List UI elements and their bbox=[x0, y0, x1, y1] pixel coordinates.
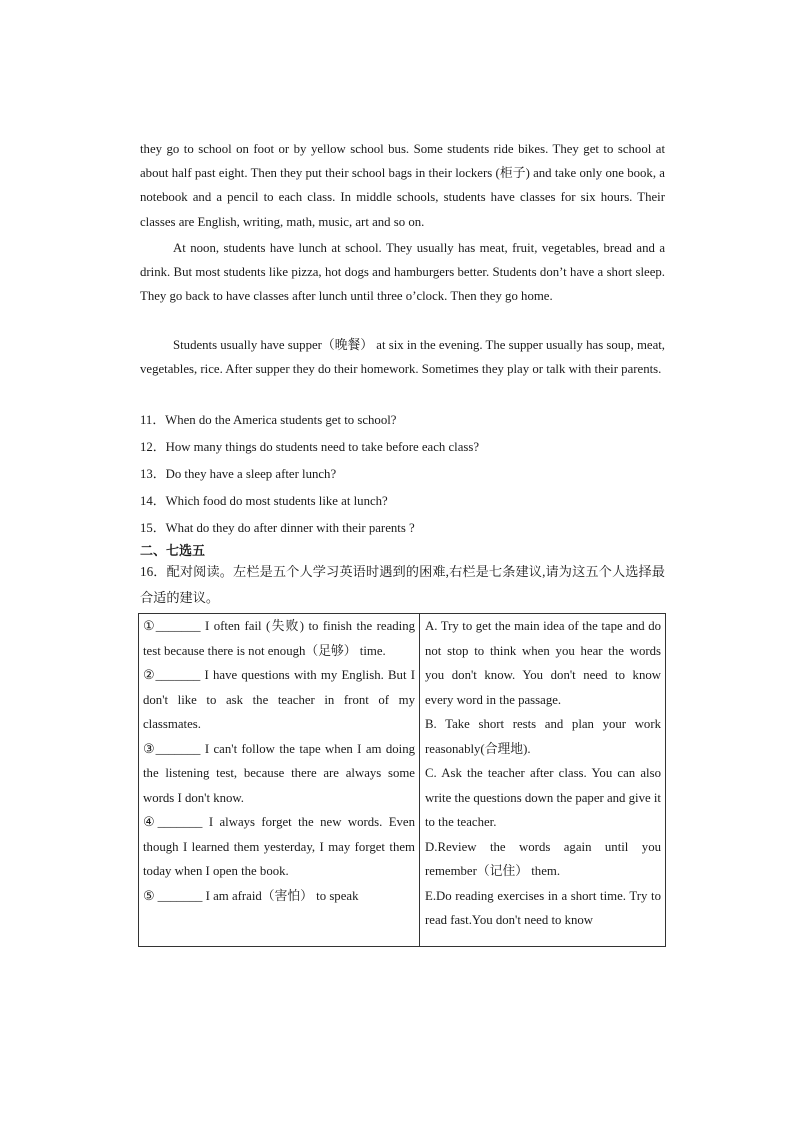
suggestion-e: E.Do reading exercises in a short time. Try to read fast.You don't need to know bbox=[425, 888, 661, 927]
suggestions-column bbox=[425, 614, 661, 933]
question-14: 14．Which food do most students like at lunch? bbox=[140, 494, 388, 508]
question-13: 13．Do they have a sleep after lunch? bbox=[140, 467, 337, 481]
question-12: 12．How many things do students need to take before each class? bbox=[140, 440, 480, 454]
problem-2: ②_______ I have questions with my English. But I don't like to ask the teacher in front of my classmates. bbox=[143, 668, 415, 731]
suggestion-d: D.Review the words again until you remember（记住） them. bbox=[425, 839, 661, 878]
matching-instruction: 16．配对阅读。左栏是五个人学习英语时遇到的困难,右栏是七条建议,请为这五个人选择最合适的建议。 bbox=[140, 564, 665, 605]
passage-paragraph-3: Students usually have supper（晚餐） at six in the evening. The supper usually has soup, meat, vegetables, rice. After supper they do their homework. Sometimes they play or talk with their parents. bbox=[140, 338, 666, 377]
problems-column bbox=[143, 614, 415, 908]
suggestion-c: C. Ask the teacher after class. You can also write the questions down the paper and give it to the teacher. bbox=[425, 766, 661, 829]
matching-table bbox=[138, 613, 666, 947]
suggestion-b: B. Take short rests and plan your work reasonably(合理地). bbox=[425, 717, 661, 756]
question-11: 11．When do the America students get to school? bbox=[140, 413, 397, 427]
section-title: 二、七选五 bbox=[140, 544, 206, 559]
passage-paragraph-2: At noon, students have lunch at school. They usually has meat, fruit, vegetables, bread and a drink. But most students like pizza, hot dogs and hamburgers better. Students don’t have a short sleep. They go back to have classes after lunch until three o’clock. Then they go home. bbox=[140, 241, 665, 304]
table-divider bbox=[419, 614, 420, 946]
question-15: 15．What do they do after dinner with their parents ? bbox=[140, 521, 415, 535]
problem-3: ③_______ I can't follow the tape when I am doing the listening test, because there are always some words I don't know. bbox=[143, 741, 415, 805]
passage-paragraph-1: they go to school on foot or by yellow school bus. Some students ride bikes. They get to school at about half past eight. Then they put their school bags in their lockers (柜子) and take only one book, a notebook and a pencil to each class. In middle schools, students have classes for six hours. Their classes are English, writing, math, music, art and so on. bbox=[140, 142, 665, 229]
problem-1: ①_______ I often fail (失败) to finish the reading test because there is not enough（足够） time. bbox=[143, 619, 415, 658]
problem-4: ④_______ I always forget the new words. Even though I learned them yesterday, I may forget them today when I open the book. bbox=[143, 815, 415, 878]
problem-5: ⑤ _______ I am afraid（害怕） to speak bbox=[143, 888, 359, 903]
suggestion-a: A. Try to get the main idea of the tape and do not stop to think when you hear the words you don't know. You don't need to know every word in the passage. bbox=[425, 619, 661, 707]
